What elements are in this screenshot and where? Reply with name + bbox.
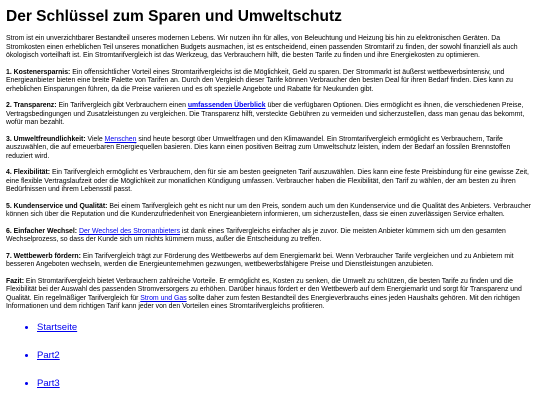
- section-umweltfreundlichkeit: [6, 136, 534, 162]
- section-einfacher-wechsel: [6, 228, 534, 245]
- page-nav-list: [6, 322, 534, 390]
- section-wettbewerb: [6, 253, 534, 270]
- section-text: Viele: [85, 135, 105, 143]
- section-heading: 1. Kostenersparnis:: [6, 68, 71, 76]
- section-heading: 2. Transparenz:: [6, 102, 57, 109]
- section-heading: 3. Umweltfreundlichkeit:: [6, 135, 86, 143]
- section-fazit: [6, 278, 534, 312]
- section-heading: 6. Einfacher Wechsel:: [6, 227, 78, 235]
- section-text: sollte daher zum festen Bestandteil des Energieverbrauchs eines jeden Haushalts gehören. Mit den richtigen Informationen und dem richtigen Tarif kann jeder von den Vorteilen eines Stromtarifvergleichs profitieren.: [6, 294, 520, 310]
- section-text: Bei einem Tarifvergleich geht es nicht nur um den Preis, sondern auch um den Kundenservice und die Qualität des Anbieters. Verbraucher können sich über die Reputation und die Kundenzufriedenheit von Energieanbietern informieren, um sicherzustellen, dass sie einen zuverlässigen Service erhalten.: [6, 202, 531, 218]
- section-kostenersparnis: [6, 69, 534, 95]
- link-strom-und-gas[interactable]: Strom und Gas: [140, 294, 187, 302]
- section-text: Ein Tarifvergleich ermöglicht es Verbrauchern, den für sie am besten geeigneten Tarif auszuwählen. Dies kann eine feste Preisbindung für eine gewisse Zeit, eine flexible Vertragslaufzeit oder die Möglichkeit zur monatlichen Kündigung umfassen. Verbraucher haben die Flexibilität, den Tarif zu wählen, der am besten zu ihren Bedürfnissen und ihrem Lebensstil passt.: [6, 169, 529, 193]
- section-text: Ein offensichtlicher Vorteil eines Stromtarifvergleichs ist die Möglichkeit, Geld zu sparen. Der Strommarkt ist äußerst wettbewerbsintensiv, und Energieanbieter bieten eine breite Palette von Tarifen an. Durch den Vergleich dieser Tarife können Verbraucher den besten Deal für ihren Bedarf finden. Dies kann zu erheblichen Einsparungen führen, da die Preise variieren und es oft spezielle Angebote und Rabatte für Neukunden gibt.: [6, 68, 513, 93]
- section-transparenz: [6, 102, 534, 128]
- nav-item-startseite: [37, 322, 534, 334]
- page-title: Der Schlüssel zum Sparen und Umweltschutz: [6, 8, 342, 25]
- section-text: Ein Stromtarifvergleich bietet Verbrauchern zahlreiche Vorteile. Er ermöglicht es, Kosten zu senken, die Umwelt zu schützen, die besten Tarife zu finden und die Flexibilität bei der Auswahl des passenden Stromversorgers zu erhöhen. Darüber hinaus fördert er den Wettbewerb auf dem Energiemarkt und sorgt für Transparenz und Qualität. Ein regelmäßiger Tarifvergleich für: [6, 277, 522, 302]
- section-flexibilitaet: [6, 169, 534, 195]
- section-heading: Fazit:: [6, 277, 24, 285]
- section-text: Ein Tarifvergleich trägt zur Förderung des Wettbewerbs auf dem Energiemarkt bei. Wenn Verbraucher Tarife vergleichen und zu Anbietern mit besseren Angeboten wechseln, werden die Energieunternehmen gezwungen, wettbewerbsfähigere Preise und Dienstleistungen anzubieten.: [6, 252, 514, 268]
- nav-item-part3: [37, 378, 534, 390]
- section-heading: 7. Wettbewerb fördern:: [6, 252, 81, 260]
- section-heading: 5. Kundenservice und Qualität:: [6, 202, 108, 210]
- nav-link-part2[interactable]: Part2: [37, 349, 60, 361]
- intro-paragraph: Strom ist ein unverzichtbarer Bestandteil unseres modernen Lebens. Wir nutzen ihn für alles, von Beleuchtung und Heizung bis hin zu elektronischen Geräten. Da Stromkosten einen erheblichen Teil unseres monatlichen Budgets ausmachen, ist es entscheidend, einen passenden Stromtarif zu finden, der sowohl finanziell als auch ökologisch vorteilhaft ist. Ein Stromtarifvergleich ist das Werkzeug, das Verbrauchern hilft, die besten Tarife zu finden und ihre Energiekosten zu optimieren.: [6, 35, 518, 59]
- nav-item-part2: [37, 350, 534, 362]
- section-heading: 4. Flexibilität:: [6, 169, 51, 176]
- section-text: Ein Tarifvergleich gibt Verbrauchern einen: [56, 102, 188, 109]
- section-text: über die verfügbaren Optionen. Dies ermöglicht es ihnen, die verschiedenen Preise, Vertragsbedingungen und Zusatzleistungen zu vergleichen. Die Transparenz hilft, versteckte Gebühren zu vermeiden und sicherzustellen, dass man genau das bekommt, wofür man bezahlt.: [6, 102, 525, 126]
- section-kundenservice: [6, 203, 534, 220]
- nav-link-part3[interactable]: Part3: [37, 377, 60, 389]
- link-umfassenden-ueberblick[interactable]: umfassenden Überblick: [187, 102, 266, 109]
- nav-link-startseite[interactable]: Startseite: [37, 321, 78, 333]
- section-text: ist dank eines Tarifvergleichs einfacher als je zuvor. Die meisten Anbieter kümmern sich um den gesamten Wechselprozess, so dass der Kunde sich um nichts kümmern muss, außer die Entscheidung zu treffen.: [6, 227, 506, 243]
- link-wechsel-stromanbieter[interactable]: Der Wechsel des Stromanbieters: [79, 227, 181, 235]
- link-menschen[interactable]: Menschen: [104, 135, 137, 143]
- section-text: sind heute besorgt über Umweltfragen und den Klimawandel. Ein Stromtarifvergleich ermöglicht es Verbrauchern, Tarife auszuwählen, die auf erneuerbaren Energiequellen basieren. Dies kann einen positiven Beitrag zum Umweltschutz leisten, indem der Bedarf an fossilen Brennstoffen reduziert wird.: [6, 135, 511, 160]
